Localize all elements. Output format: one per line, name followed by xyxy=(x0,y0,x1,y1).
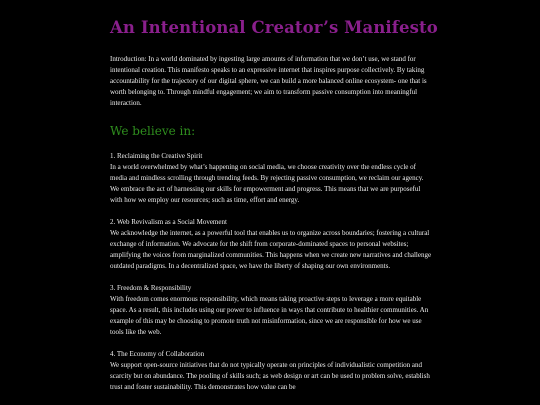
section-title: 2. Web Revivalism as a Social Movement xyxy=(110,218,227,226)
section-title: 3. Freedom & Responsibility xyxy=(110,284,192,292)
manifesto-content xyxy=(110,14,438,404)
section-body: In a world overwhelmed by what’s happening on social media, we choose creativity over the endless cycle of media and mindless scrolling through trending feeds. By rejecting passive consumption, we reclaim our agency. We embrace the act of harnessing our skills for empowerment and progress. This means that we are purposeful with how we employ our resources; such as time, effort and energy. xyxy=(110,163,424,204)
section-title: 1. Reclaiming the Creative Spirit xyxy=(110,152,203,160)
section-web-revivalism xyxy=(110,217,432,272)
section-body: We support open-source initiatives that do not typically operate on principles of individualistic competition and scarcity but on abundance. The pooling of skills such; as web design or art can be used to problem solve, establish trust and foster sustainability. This demonstrates how value can be xyxy=(110,361,430,391)
section-body: We acknowledge the internet, as a powerful tool that enables us to organize across boundaries; fostering a cultural exchange of information. We advocate for the shift from corporate-dominated spaces to personal websites; amplifying the voices from marginalized communities. This happens when we create new narratives and challenge outdated paradigms. In a decentralized space, we have the liberty of shaping our own environments. xyxy=(110,229,432,270)
section-reclaiming-creative-spirit xyxy=(110,151,432,206)
section-freedom-responsibility xyxy=(110,283,432,338)
beliefs-subheading: We believe in: xyxy=(110,124,196,138)
section-economy-of-collaboration xyxy=(110,349,432,393)
page-title: An Intentional Creator’s Manifesto xyxy=(110,18,438,37)
intro-paragraph: Introduction: In a world dominated by ingesting large amounts of information that we don’t use, we stand for intentional creation. This manifesto speaks to an expressive internet that inspires purpose collectively. By taking accountability for the trajectory of our digital sphere, we can build a more balanced online ecosystem- one that is worth belonging to. Through mindful engagement; we aim to transform passive consumption into meaningful interaction. xyxy=(110,55,427,107)
section-body: With freedom comes enormous responsibility, which means taking proactive steps to leverage a more equitable space. As a result, this includes using our power to influence in ways that contribute to healthier communities. An example of this may be choosing to promote truth not misinformation, since we are responsible for how we use tools like the web. xyxy=(110,295,429,336)
section-title: 4. The Economy of Collaboration xyxy=(110,350,205,358)
